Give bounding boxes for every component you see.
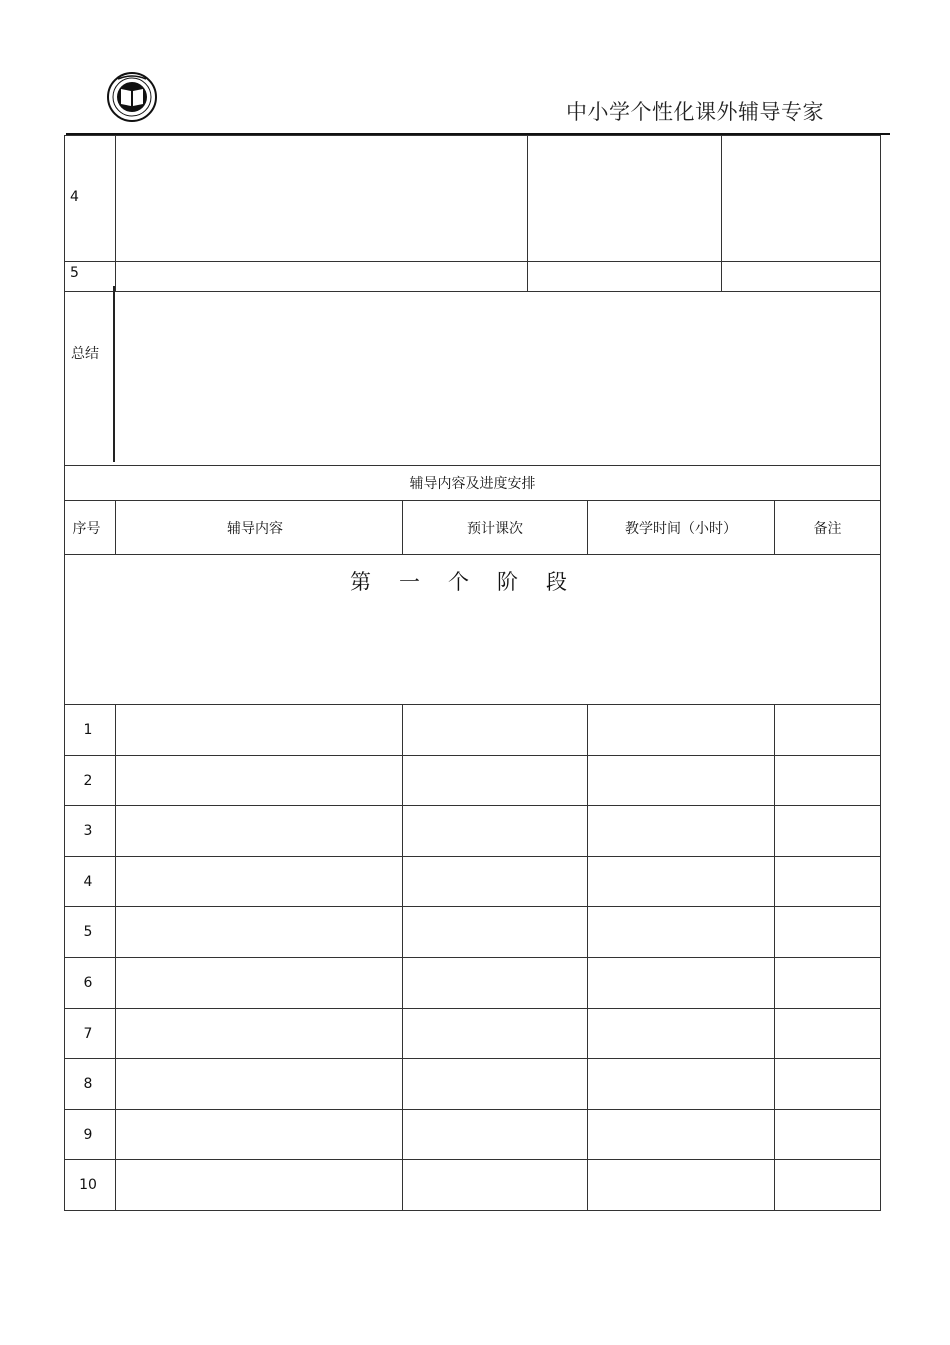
summary-divider-mark bbox=[113, 286, 115, 462]
table-cell-content bbox=[115, 704, 403, 756]
table-cell-lessons bbox=[402, 906, 588, 958]
table-cell-time bbox=[587, 805, 775, 857]
row-number: 10 bbox=[79, 1177, 97, 1193]
table-cell-lessons bbox=[402, 957, 588, 1009]
header-planned-lessons: 预计课次 bbox=[467, 520, 523, 537]
table-cell-content bbox=[115, 1159, 403, 1211]
table-cell-content bbox=[115, 957, 403, 1009]
table-cell-lessons bbox=[402, 805, 588, 857]
table-cell-notes bbox=[774, 1109, 881, 1160]
table-cell-lessons bbox=[402, 1159, 588, 1211]
table-cell-notes bbox=[774, 704, 881, 756]
row-number: 6 bbox=[83, 975, 93, 991]
table-cell-lessons bbox=[402, 1109, 588, 1160]
table-cell-lessons bbox=[402, 1058, 588, 1110]
table-cell-content bbox=[115, 856, 403, 907]
table-cell-notes bbox=[774, 755, 881, 806]
table-cell-notes bbox=[774, 957, 881, 1009]
header-slogan: 中小学个性化课外辅导专家 bbox=[566, 100, 824, 124]
row-number: 1 bbox=[83, 722, 93, 738]
table-cell-time bbox=[587, 856, 775, 907]
header-seq: 序号 bbox=[72, 520, 101, 537]
table-cell-notes bbox=[774, 1058, 881, 1110]
table-cell-content bbox=[115, 1008, 403, 1059]
table-cell-time bbox=[587, 755, 775, 806]
table-cell-time bbox=[587, 704, 775, 756]
header-content: 辅导内容 bbox=[227, 520, 283, 537]
top-row4-content-cell bbox=[115, 135, 528, 262]
table-cell-time bbox=[587, 1008, 775, 1059]
table-cell-notes bbox=[774, 906, 881, 958]
table-cell-lessons bbox=[402, 856, 588, 907]
table-cell-notes bbox=[774, 856, 881, 907]
table-cell-time bbox=[587, 906, 775, 958]
table-cell-notes bbox=[774, 1159, 881, 1211]
table-cell-content bbox=[115, 1058, 403, 1110]
stage-label: 第一个阶段 bbox=[350, 570, 595, 594]
header-notes: 备注 bbox=[813, 520, 842, 537]
table-cell-notes bbox=[774, 1008, 881, 1059]
table-cell-time bbox=[587, 957, 775, 1009]
top-row5-seq-label: 5 bbox=[70, 265, 79, 281]
top-row5-content-cell bbox=[115, 261, 528, 292]
top-row4-col3-cell bbox=[527, 135, 722, 262]
row-number: 4 bbox=[83, 873, 93, 890]
summary-label: 总结 bbox=[71, 346, 99, 362]
top-row4-col4-cell bbox=[721, 135, 881, 262]
row-number: 8 bbox=[83, 1076, 93, 1092]
row-number: 5 bbox=[83, 924, 93, 940]
table-cell-content bbox=[115, 755, 403, 806]
table-cell-content bbox=[115, 906, 403, 958]
row-number: 9 bbox=[83, 1126, 93, 1143]
table-cell-time bbox=[587, 1109, 775, 1160]
top-row4-seq-label: 4 bbox=[70, 189, 79, 205]
table-cell-lessons bbox=[402, 1008, 588, 1059]
book-emblem-icon bbox=[106, 71, 158, 123]
page-header bbox=[0, 0, 950, 136]
table-cell-content bbox=[115, 1109, 403, 1160]
top-row5-col4-cell bbox=[721, 261, 881, 292]
header-teaching-time: 教学时间（小时） bbox=[625, 520, 737, 537]
table-cell-time bbox=[587, 1058, 775, 1110]
schedule-title: 辅导内容及进度安排 bbox=[409, 476, 536, 492]
row-number: 7 bbox=[83, 1025, 93, 1042]
row-number: 3 bbox=[83, 823, 93, 839]
top-row5-col3-cell bbox=[527, 261, 722, 292]
table-cell-content bbox=[115, 805, 403, 857]
row-number: 2 bbox=[83, 772, 93, 789]
table-cell-lessons bbox=[402, 704, 588, 756]
table-cell-notes bbox=[774, 805, 881, 857]
summary-row bbox=[64, 291, 881, 466]
table-cell-time bbox=[587, 1159, 775, 1211]
table-cell-lessons bbox=[402, 755, 588, 806]
